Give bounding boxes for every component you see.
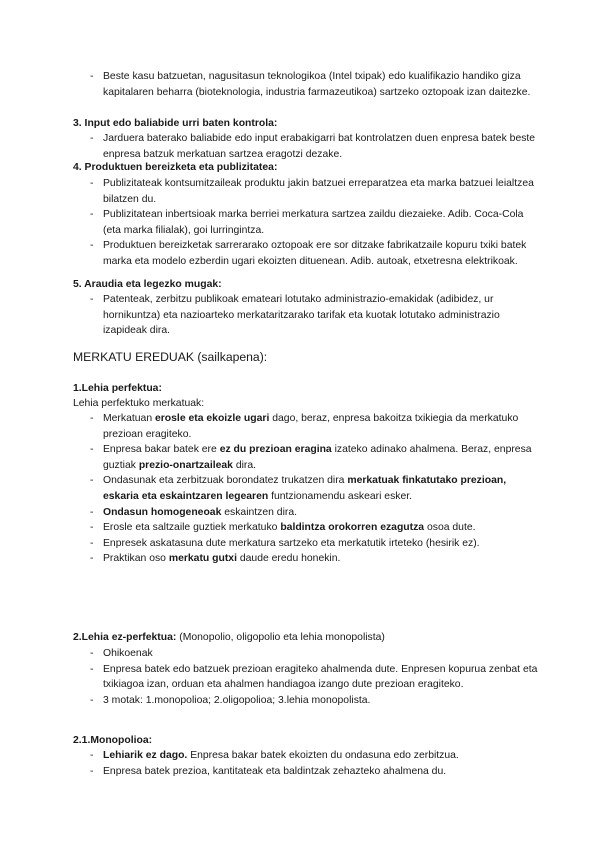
list-item: - Erosle eta saltzaile guztiek merkatuko baldintza orokorren ezagutza osoa dute. [90, 522, 476, 534]
section-5-heading: 5. Araudia eta legezko mugak: [73, 279, 222, 290]
mono-list [73, 748, 543, 779]
list-item: - Ondasunak eta zerbitzuak borondatez trukatzen dira merkatuak finkatutako prezioan, eskaria eta eskaintzaren legearen funtzionamendu askeari esker. [90, 475, 507, 502]
list-item: - Enpresa batek edo batzuek prezioan eragiteko ahalmenda dute. Enpresen kopurua zenbat eta txikiagoa izan, orduan eta ahalmen handiagoa izango dute prezioan eragiteko. [90, 663, 538, 691]
bullet-text: Publizitatean inbertsioak marka berriei merkatura sartzea zaildu diezaieke. Adib. Coca-Cola (eta marka filialak), goi lurringintza. [103, 209, 524, 236]
lep-heading-line [73, 630, 543, 646]
lep-heading-note: (Monopolio, oligopolio eta lehia monopolista) [176, 632, 385, 643]
list-item: - Enpresa bakar batek ere ez du prezioan eragina izateko adinako ahalmena. Beraz, enpresa guztiak prezio-onartzaileak dira. [90, 444, 532, 471]
list-item: - Ondasun homogeneoak eskaintzen dira. [90, 506, 298, 518]
list-item: - Enpresa batek prezioa, kantitateak eta baldintzak zehazteko ahalmena du. [90, 765, 447, 777]
list-item: - 3 motak: 1.monopolioa; 2.oligopolioa; 3.lehia monopolista. [90, 694, 371, 706]
list-item: - Enpresek askatasuna dute merkatura sartzeko eta merkatutik irteteko (hesirik ez). [90, 537, 480, 549]
bullet-text: Produktuen bereizketak sarrerarako oztopoak ere sor ditzake fabrikatzaile kopuru txiki batek marka eta modelo ezberdin ugari ekoizten dituenean. Adib. autoak, etxetresna elektrikoak. [103, 240, 527, 267]
list-item: - Beste kasu batzuetan, nagusitasun teknologikoa (Intel txipak) edo kualifikazio handiko giza kapitalaren beharra (bioteknologia, industria farmazeutikoa) sartzeko oztopoak izan daitezke. [90, 71, 531, 98]
bullet-text: Patenteak, zerbitzu publikoak emateari lotutako administrazio-emakidak (adibidez, ur hornikuntza) eta nazioarteko merkataritzarako tarifak eta kuotak lotutako administrazio izapideak dira. [103, 294, 500, 337]
bullet-text: Jarduera baterako baliabide edo input erabakigarri bat kontrolatzen duen enpresa batek beste enpresa batzuk merkatuan sartzea eragotzi dezake. [103, 133, 536, 160]
section-3-heading: 3. Input edo baliabide urri baten kontrola: [73, 118, 278, 129]
list-item: - Publizitateak kontsumitzaileak produktu jakin batzuei erreparatzea eta marka batzuei leialtzea bilatzen du. [90, 178, 534, 205]
list-item: - Publizitatean inbertsioak marka berriei merkatura sartzea zaildu diezaieke. Adib. Coca-Cola (eta marka filialak), goi lurringintza. [90, 209, 524, 236]
list-item: - Produktuen bereizketak sarrerarako oztopoak ere sor ditzake fabrikatzaile kopuru txiki batek marka eta modelo ezberdin ugari ekoizten dituenean. Adib. autoak, etxetresna elektrikoak. [90, 240, 527, 267]
list-item: - Lehiarik ez dago. Enpresa bakar batek ekoizten du ondasuna edo zerbitzua. [90, 750, 459, 761]
lep-list [73, 646, 543, 708]
lp-heading: 1.Lehia perfektua: [73, 383, 162, 394]
bullet-text: Beste kasu batzuetan, nagusitasun teknologikoa (Intel txipak) edo kualifikazio handiko giza kapitalaren beharra (bioteknologia, industria farmazeutikoa) sartzeko oztopoak izan daitezke. [103, 71, 531, 98]
section-4-heading: 4. Produktuen bereizketa eta publizitatea: [73, 162, 278, 173]
main-title: MERKATU EREDUAK (sailkapena): [73, 350, 268, 364]
list-item: - Merkatuan erosle eta ekoizle ugari dago, beraz, enpresa bakoitza txikiegia da merkatuko prezioan eragiteko. [90, 413, 519, 440]
bullet-text: Publizitateak kontsumitzaileak produktu jakin batzuei erreparatzea eta marka batzuei leialtzea bilatzen du. [103, 178, 534, 205]
list-item: - Praktikan oso merkatu gutxi daude eredu honekin. [90, 553, 341, 565]
lep-heading: 2.Lehia ez-perfektua: [73, 632, 177, 643]
section-5-list [73, 292, 543, 339]
top-bullet-list [73, 69, 543, 100]
section-4-list [73, 176, 543, 270]
mono-heading: 2.1.Monopolioa: [73, 735, 153, 746]
section-3-list [73, 131, 543, 162]
lp-intro: Lehia perfektuko merkatuak: [73, 398, 205, 409]
lp-list [73, 411, 543, 567]
list-item: - Jarduera baterako baliabide edo input erabakigarri bat kontrolatzen duen enpresa batek beste enpresa batzuk merkatuan sartzea eragotzi dezake. [90, 133, 536, 160]
list-item: - Ohikoenak [90, 648, 153, 659]
list-item: - Patenteak, zerbitzu publikoak emateari lotutako administrazio-emakidak (adibidez, ur hornikuntza) eta nazioarteko merkataritzarako tarifak eta kuotak lotutako administrazio izapideak dira. [90, 294, 500, 337]
